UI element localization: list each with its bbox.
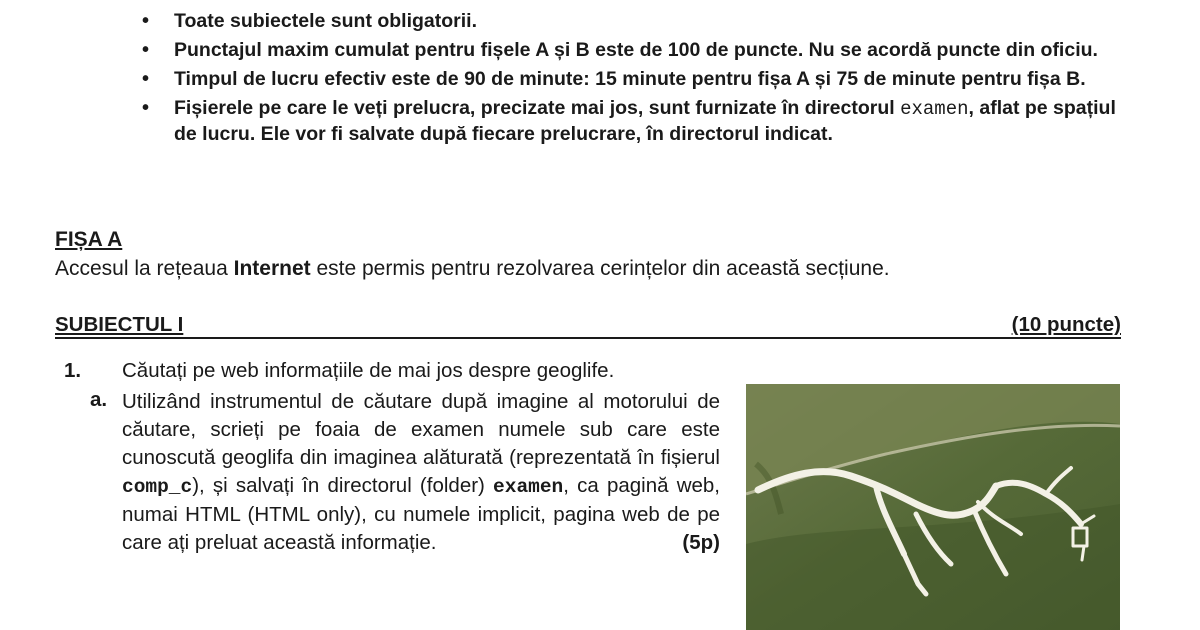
subquestion-text: [122, 388, 720, 557]
instruction-text: Punctajul maxim cumulat pentru fișele A și B este de 100 de puncte. Nu se acordă puncte din oficiu.: [174, 39, 1098, 61]
section-title: FIȘA A: [55, 228, 123, 251]
subquestion-text-part: Utilizând instrumentul de căutare după imagine al motorului de căutare, scrieți pe foaia de examen numele sub care este cunoscută geoglifa din imaginea alăturată (reprezentată în fișierul: [122, 390, 720, 469]
description-text: este permis pentru rezolvarea cerințelor din această secțiune.: [310, 257, 890, 280]
subject-header: [55, 313, 1121, 339]
geoglyph-aerial-image: [746, 384, 1120, 630]
subquestion-text-part: ), și salvați în directorul (folder): [192, 474, 494, 497]
instruction-item: [142, 96, 1142, 147]
file-code: comp_c: [122, 476, 193, 498]
instruction-text: , aflat pe spațiul de lucru. Ele vor fi salvate după fiecare prelucrare, în directorul indicat.: [174, 97, 1116, 145]
instruction-item: [142, 38, 1142, 63]
question-text: Căutați pe web informațiile de mai jos despre geoglife.: [122, 359, 615, 382]
bullet-icon: •: [142, 68, 150, 90]
bullet-icon: •: [142, 97, 150, 119]
instruction-item: [142, 9, 1142, 34]
instruction-text: Timpul de lucru efectiv este de 90 de minute: 15 minute pentru fișa A și 75 de minute pentru fișa B.: [174, 68, 1086, 90]
subquestion-points: (5p): [682, 531, 720, 554]
instructions-list: [142, 9, 1142, 151]
instruction-item: [142, 67, 1142, 92]
subject-label: SUBIECTUL I: [55, 313, 184, 336]
subject-points: (10 puncte): [1011, 313, 1121, 336]
white-horse-geoglyph-icon: [746, 384, 1120, 630]
section-description: [55, 257, 890, 281]
description-text: Accesul la rețeaua: [55, 257, 234, 280]
subquestion-text-part: , ca pagină web, numai HTML (HTML only), cu numele implicit, pagina web de pe care ați preluat această informație.: [122, 474, 720, 554]
directory-code: examen: [900, 98, 969, 120]
question-number: 1.: [64, 359, 82, 382]
bullet-icon: •: [142, 10, 150, 32]
bullet-icon: •: [142, 39, 150, 61]
instruction-text: Toate subiectele sunt obligatorii.: [174, 10, 478, 32]
description-bold: Internet: [233, 257, 311, 280]
subquestion-label: a.: [90, 388, 108, 411]
folder-code: examen: [493, 476, 564, 498]
instruction-text: Fișierele pe care le veți prelucra, precizate mai jos, sunt furnizate în directorul: [174, 97, 901, 119]
